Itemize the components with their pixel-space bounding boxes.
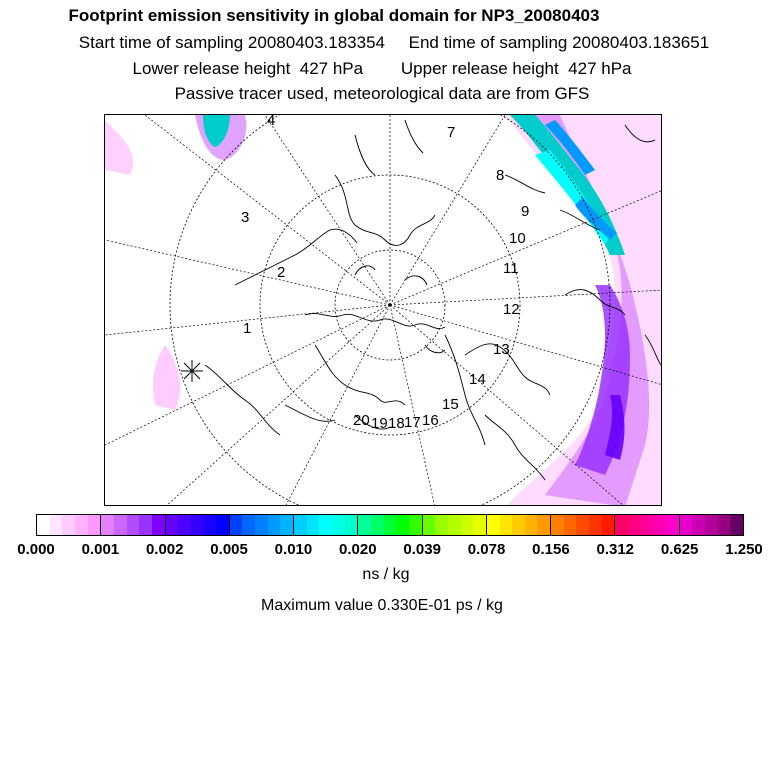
colorbar-units: ns / kg: [362, 566, 410, 583]
colorbar-block: [680, 515, 743, 535]
trajectory-label: 12: [503, 301, 520, 318]
colorbar-swatch: [384, 515, 397, 535]
trajectory-label: 17: [404, 414, 421, 431]
trajectory-label: 3: [241, 209, 250, 226]
trajectory-label: 20: [353, 412, 370, 429]
colorbar-block: [294, 515, 358, 535]
colorbar-swatch: [653, 515, 666, 535]
colorbar-swatch: [345, 515, 358, 535]
colorbar-swatch: [216, 515, 229, 535]
colorbar-swatch: [152, 515, 165, 535]
sampling-time-line: Start time of sampling 20080403.183354 End time of sampling 20080403.183651: [78, 33, 710, 52]
trajectory-label: 16: [422, 412, 439, 429]
footprint-map: [104, 114, 662, 506]
trajectory-label: 7: [447, 124, 456, 141]
colorbar-swatch: [564, 515, 577, 535]
figure-title: Footprint emission sensitivity in global domain for NP3_20080403: [68, 6, 600, 25]
colorbar-swatch: [50, 515, 63, 535]
colorbar-swatch: [307, 515, 320, 535]
colorbar-swatch: [500, 515, 513, 535]
colorbar-tick-label: 0.005: [210, 541, 248, 558]
colorbar-block: [230, 515, 294, 535]
colorbar-swatch: [602, 515, 615, 535]
colorbar-swatch: [178, 515, 191, 535]
release-height-line: Lower release height 427 hPa Upper release height 427 hPa: [132, 59, 632, 78]
colorbar-swatch: [371, 515, 384, 535]
colorbar-swatch: [448, 515, 461, 535]
colorbar-swatch: [37, 515, 50, 535]
trajectory-label: 8: [496, 167, 505, 184]
colorbar-swatch: [255, 515, 268, 535]
colorbar-swatch: [75, 515, 88, 535]
colorbar-swatch: [280, 515, 293, 535]
colorbar-swatch: [101, 515, 114, 535]
trajectory-labels: [241, 115, 529, 432]
colorbar-tick-label: 0.078: [467, 541, 506, 558]
colorbar-swatch: [332, 515, 345, 535]
trajectory-label: 4: [267, 115, 276, 129]
tracer-info-line: Passive tracer used, meteorological data are from GFS: [174, 84, 590, 103]
colorbar-swatch: [294, 515, 307, 535]
colorbar-tick-label: 0.625: [660, 541, 699, 558]
colorbar-swatch: [166, 515, 179, 535]
colorbar-swatch: [641, 515, 654, 535]
colorbar-block: [615, 515, 679, 535]
colorbar-swatch: [718, 515, 731, 535]
colorbar-swatch: [435, 515, 448, 535]
colorbar-tick-label: 0.156: [532, 541, 570, 558]
map-canvas: [105, 115, 662, 506]
colorbar-swatch: [730, 515, 743, 535]
asterisk-icon: [181, 360, 203, 382]
colorbar-swatch: [512, 515, 525, 535]
trajectory-label: 1: [243, 320, 252, 337]
trajectory-label: 10: [509, 230, 526, 247]
colorbar-swatch: [680, 515, 693, 535]
colorbar-block: [487, 515, 551, 535]
colorbar-swatch: [628, 515, 641, 535]
colorbar-tick-label: 0.010: [274, 541, 313, 558]
trajectory-label: 11: [503, 260, 519, 277]
colorbar-block: [166, 515, 230, 535]
colorbar-tick-label: 0.020: [339, 541, 377, 558]
colorbar-swatch: [127, 515, 140, 535]
colorbar-swatch: [319, 515, 332, 535]
colorbar-block: [37, 515, 101, 535]
trajectory-label: 13: [493, 341, 510, 358]
colorbar-swatch: [705, 515, 718, 535]
colorbar-swatch: [666, 515, 679, 535]
emission-plume-east: [505, 115, 662, 506]
colorbar-swatch: [114, 515, 127, 535]
trajectory-label: 9: [521, 203, 530, 220]
colorbar-swatch: [487, 515, 500, 535]
colorbar-swatch: [204, 515, 217, 535]
trajectory-label: 2: [277, 264, 286, 281]
colorbar-block: [551, 515, 615, 535]
colorbar-swatch: [692, 515, 705, 535]
colorbar-swatch: [576, 515, 589, 535]
colorbar-tick-label: 1.250: [725, 541, 763, 558]
colorbar-swatch: [396, 515, 409, 535]
trajectory-label: 18: [388, 415, 405, 432]
colorbar-swatch: [62, 515, 75, 535]
colorbar-swatch: [88, 515, 101, 535]
colorbar-block: [423, 515, 487, 535]
colorbar-swatch: [191, 515, 204, 535]
latitude-circles: [170, 115, 610, 506]
emission-plume-west: [105, 115, 246, 410]
colorbar-swatch: [551, 515, 564, 535]
colorbar-block: [358, 515, 422, 535]
colorbar-swatch: [461, 515, 474, 535]
colorbar-block: [101, 515, 165, 535]
colorbar-swatch: [537, 515, 550, 535]
colorbar-swatch: [473, 515, 486, 535]
colorbar-tick-label: 0.002: [145, 541, 184, 558]
trajectory-label: 15: [442, 396, 459, 413]
colorbar-tick-label: 0.312: [596, 541, 635, 558]
colorbar-swatch: [423, 515, 436, 535]
colorbar-swatch: [358, 515, 371, 535]
colorbar-swatch: [242, 515, 255, 535]
trajectory-label: 14: [469, 371, 486, 388]
colorbar-tick-label: 0.039: [403, 541, 441, 558]
maximum-value: Maximum value 0.330E-01 ps / kg: [261, 597, 503, 614]
colorbar-tick-label: 0.001: [81, 541, 120, 558]
trajectory-label: 19: [371, 415, 388, 432]
colorbar-swatch: [525, 515, 538, 535]
colorbar-swatch: [268, 515, 281, 535]
colorbar-tick-label: 0.000: [17, 541, 55, 558]
colorbar-swatch: [230, 515, 243, 535]
colorbar-swatch: [139, 515, 152, 535]
colorbar-swatch: [615, 515, 628, 535]
colorbar-swatch: [589, 515, 602, 535]
colorbar-swatch: [409, 515, 422, 535]
colorbar: [36, 514, 744, 536]
